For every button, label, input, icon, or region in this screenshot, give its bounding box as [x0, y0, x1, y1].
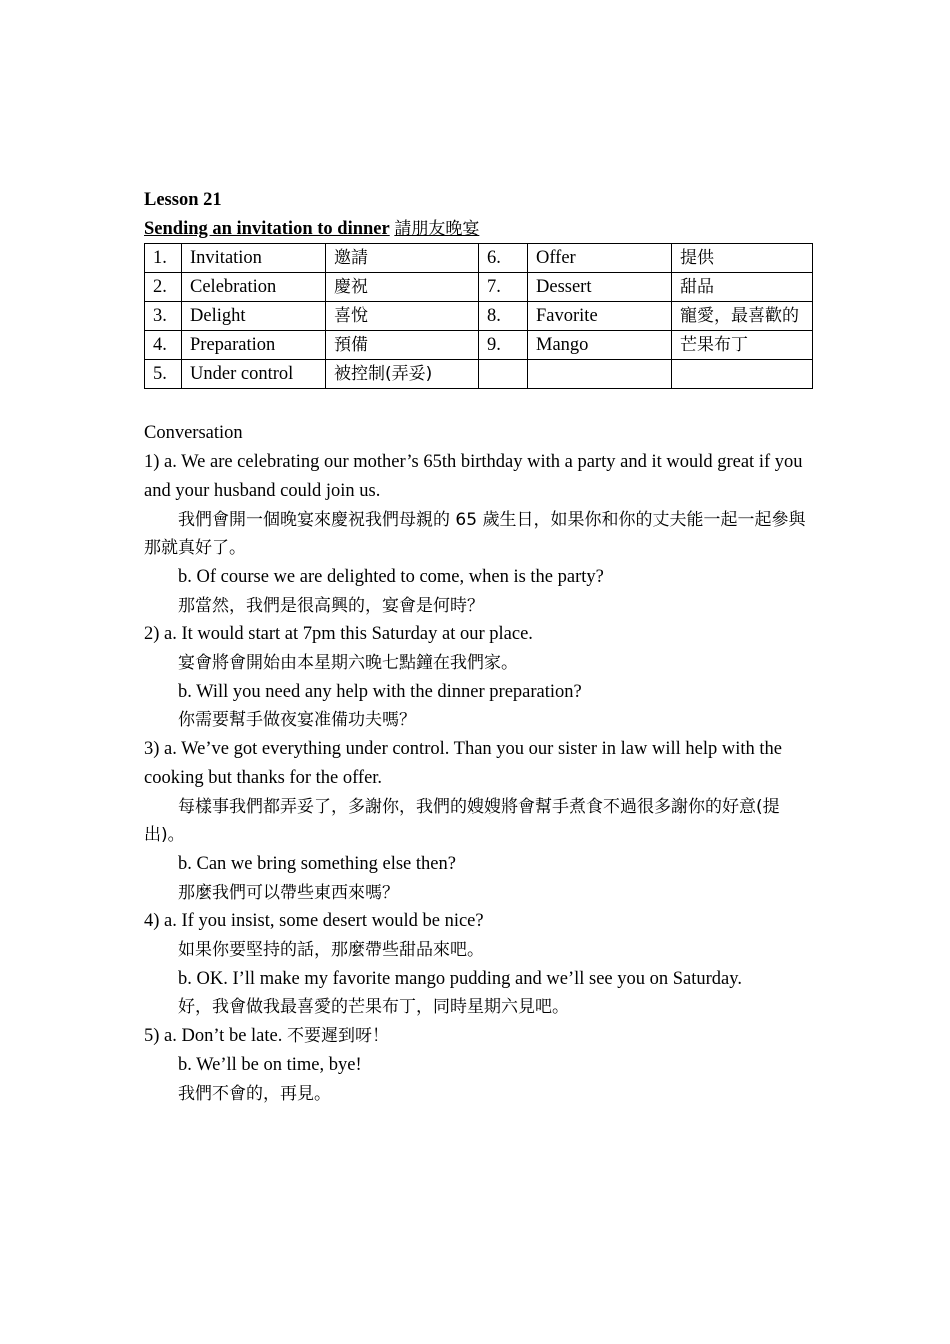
- vocab-number: 7.: [479, 273, 528, 302]
- vocab-chinese: 寵愛，最喜歡的: [672, 302, 813, 331]
- dialogue-2b-translation: 你需要幫手做夜宴准備功夫嗎？: [178, 710, 416, 731]
- dialogue-1b: b. Of course we are delighted to come, when is the party?: [178, 566, 604, 587]
- table-row: [145, 331, 813, 360]
- vocab-chinese: 芒果布丁: [672, 331, 813, 360]
- dialogue-2a-translation: 宴會將會開始由本星期六晚七點鐘在我們家。: [178, 653, 518, 674]
- document-content: [144, 186, 812, 1108]
- vocab-chinese: 喜悅: [326, 302, 479, 331]
- table-row: [145, 302, 813, 331]
- vocab-number: 4.: [145, 331, 182, 360]
- table-row: [145, 244, 813, 273]
- dialogue-5a: [144, 1022, 812, 1051]
- subtitle-chinese: 請朋友晚宴: [394, 218, 480, 239]
- dialogue-5b-translation: 我們不會的，再見。: [178, 1083, 331, 1104]
- dialogue-4a: 4) a. If you insist, some desert would be nice?: [144, 911, 484, 932]
- dialogue-3a-translation: 每樣事我們都弄妥了，多謝你，我們的嫂嫂將會幫手煮食不過很多謝你的好意(提出)。: [144, 796, 780, 846]
- vocab-number: [479, 360, 528, 389]
- spacer: [144, 389, 812, 419]
- dialogue-1b-translation: 那當然，我們是很高興的，宴會是何時？: [178, 595, 484, 616]
- vocab-chinese: 慶祝: [326, 273, 479, 302]
- vocab-english: Invitation: [182, 244, 326, 273]
- vocab-english: Favorite: [528, 302, 672, 331]
- vocab-chinese: 邀請: [326, 244, 479, 273]
- vocab-number: 5.: [145, 360, 182, 389]
- vocab-number: 2.: [145, 273, 182, 302]
- vocab-number: 9.: [479, 331, 528, 360]
- dialogue-2b: b. Will you need any help with the dinner preparation?: [178, 681, 582, 702]
- vocab-number: 8.: [479, 302, 528, 331]
- dialogue-3b: b. Can we bring something else then?: [178, 853, 456, 874]
- vocab-english: [528, 360, 672, 389]
- lesson-title: Lesson 21: [144, 190, 222, 210]
- table-row: [145, 360, 813, 389]
- vocab-english: Delight: [182, 302, 326, 331]
- vocabulary-table: [144, 243, 813, 389]
- dialogue-4b-translation: 好，我會做我最喜愛的芒果布丁，同時星期六見吧。: [178, 997, 569, 1018]
- vocab-chinese: 提供: [672, 244, 813, 273]
- vocab-english: Dessert: [528, 273, 672, 302]
- dialogue-5a-translation: 不要遲到呀！: [287, 1026, 389, 1047]
- vocab-chinese: 甜品: [672, 273, 813, 302]
- dialogue-1a: 1) a. We are celebrating our mother’s 65th birthday with a party and it would great if you and your husband could join us.: [144, 452, 803, 501]
- dialogue-5a-english: 5) a. Don’t be late.: [144, 1026, 283, 1047]
- subtitle-english: Sending an invitation to dinner: [144, 218, 390, 239]
- conversation-heading: Conversation: [144, 423, 243, 444]
- vocab-chinese: [672, 360, 813, 389]
- vocab-english: Celebration: [182, 273, 326, 302]
- vocab-chinese: 預備: [326, 331, 479, 360]
- vocab-english: Mango: [528, 331, 672, 360]
- vocab-english: Offer: [528, 244, 672, 273]
- vocab-english: Preparation: [182, 331, 326, 360]
- dialogue-2a: 2) a. It would start at 7pm this Saturday at our place.: [144, 624, 533, 645]
- dialogue-5b: b. We’ll be on time, bye!: [178, 1054, 362, 1075]
- dialogue-3a: 3) a. We’ve got everything under control. Than you our sister in law will help with the cooking but thanks for the offer.: [144, 739, 782, 788]
- dialogue-1a-translation: 我們會開一個晚宴來慶祝我們母親的 65 歲生日，如果你和你的丈夫能一起一起參與那就真好了。: [144, 509, 806, 559]
- dialogue-3b-translation: 那麼我們可以帶些東西來嗎？: [178, 882, 399, 903]
- lesson-subtitle: [144, 215, 812, 244]
- vocab-number: 3.: [145, 302, 182, 331]
- vocab-english: Under control: [182, 360, 326, 389]
- dialogue-4a-translation: 如果你要堅持的話，那麼帶些甜品來吧。: [178, 940, 484, 961]
- vocab-number: 1.: [145, 244, 182, 273]
- vocab-chinese: 被控制(弄妥): [326, 360, 479, 389]
- dialogue-4b: b. OK. I’ll make my favorite mango pudding and we’ll see you on Saturday.: [178, 968, 742, 989]
- vocab-number: 6.: [479, 244, 528, 273]
- table-row: [145, 273, 813, 302]
